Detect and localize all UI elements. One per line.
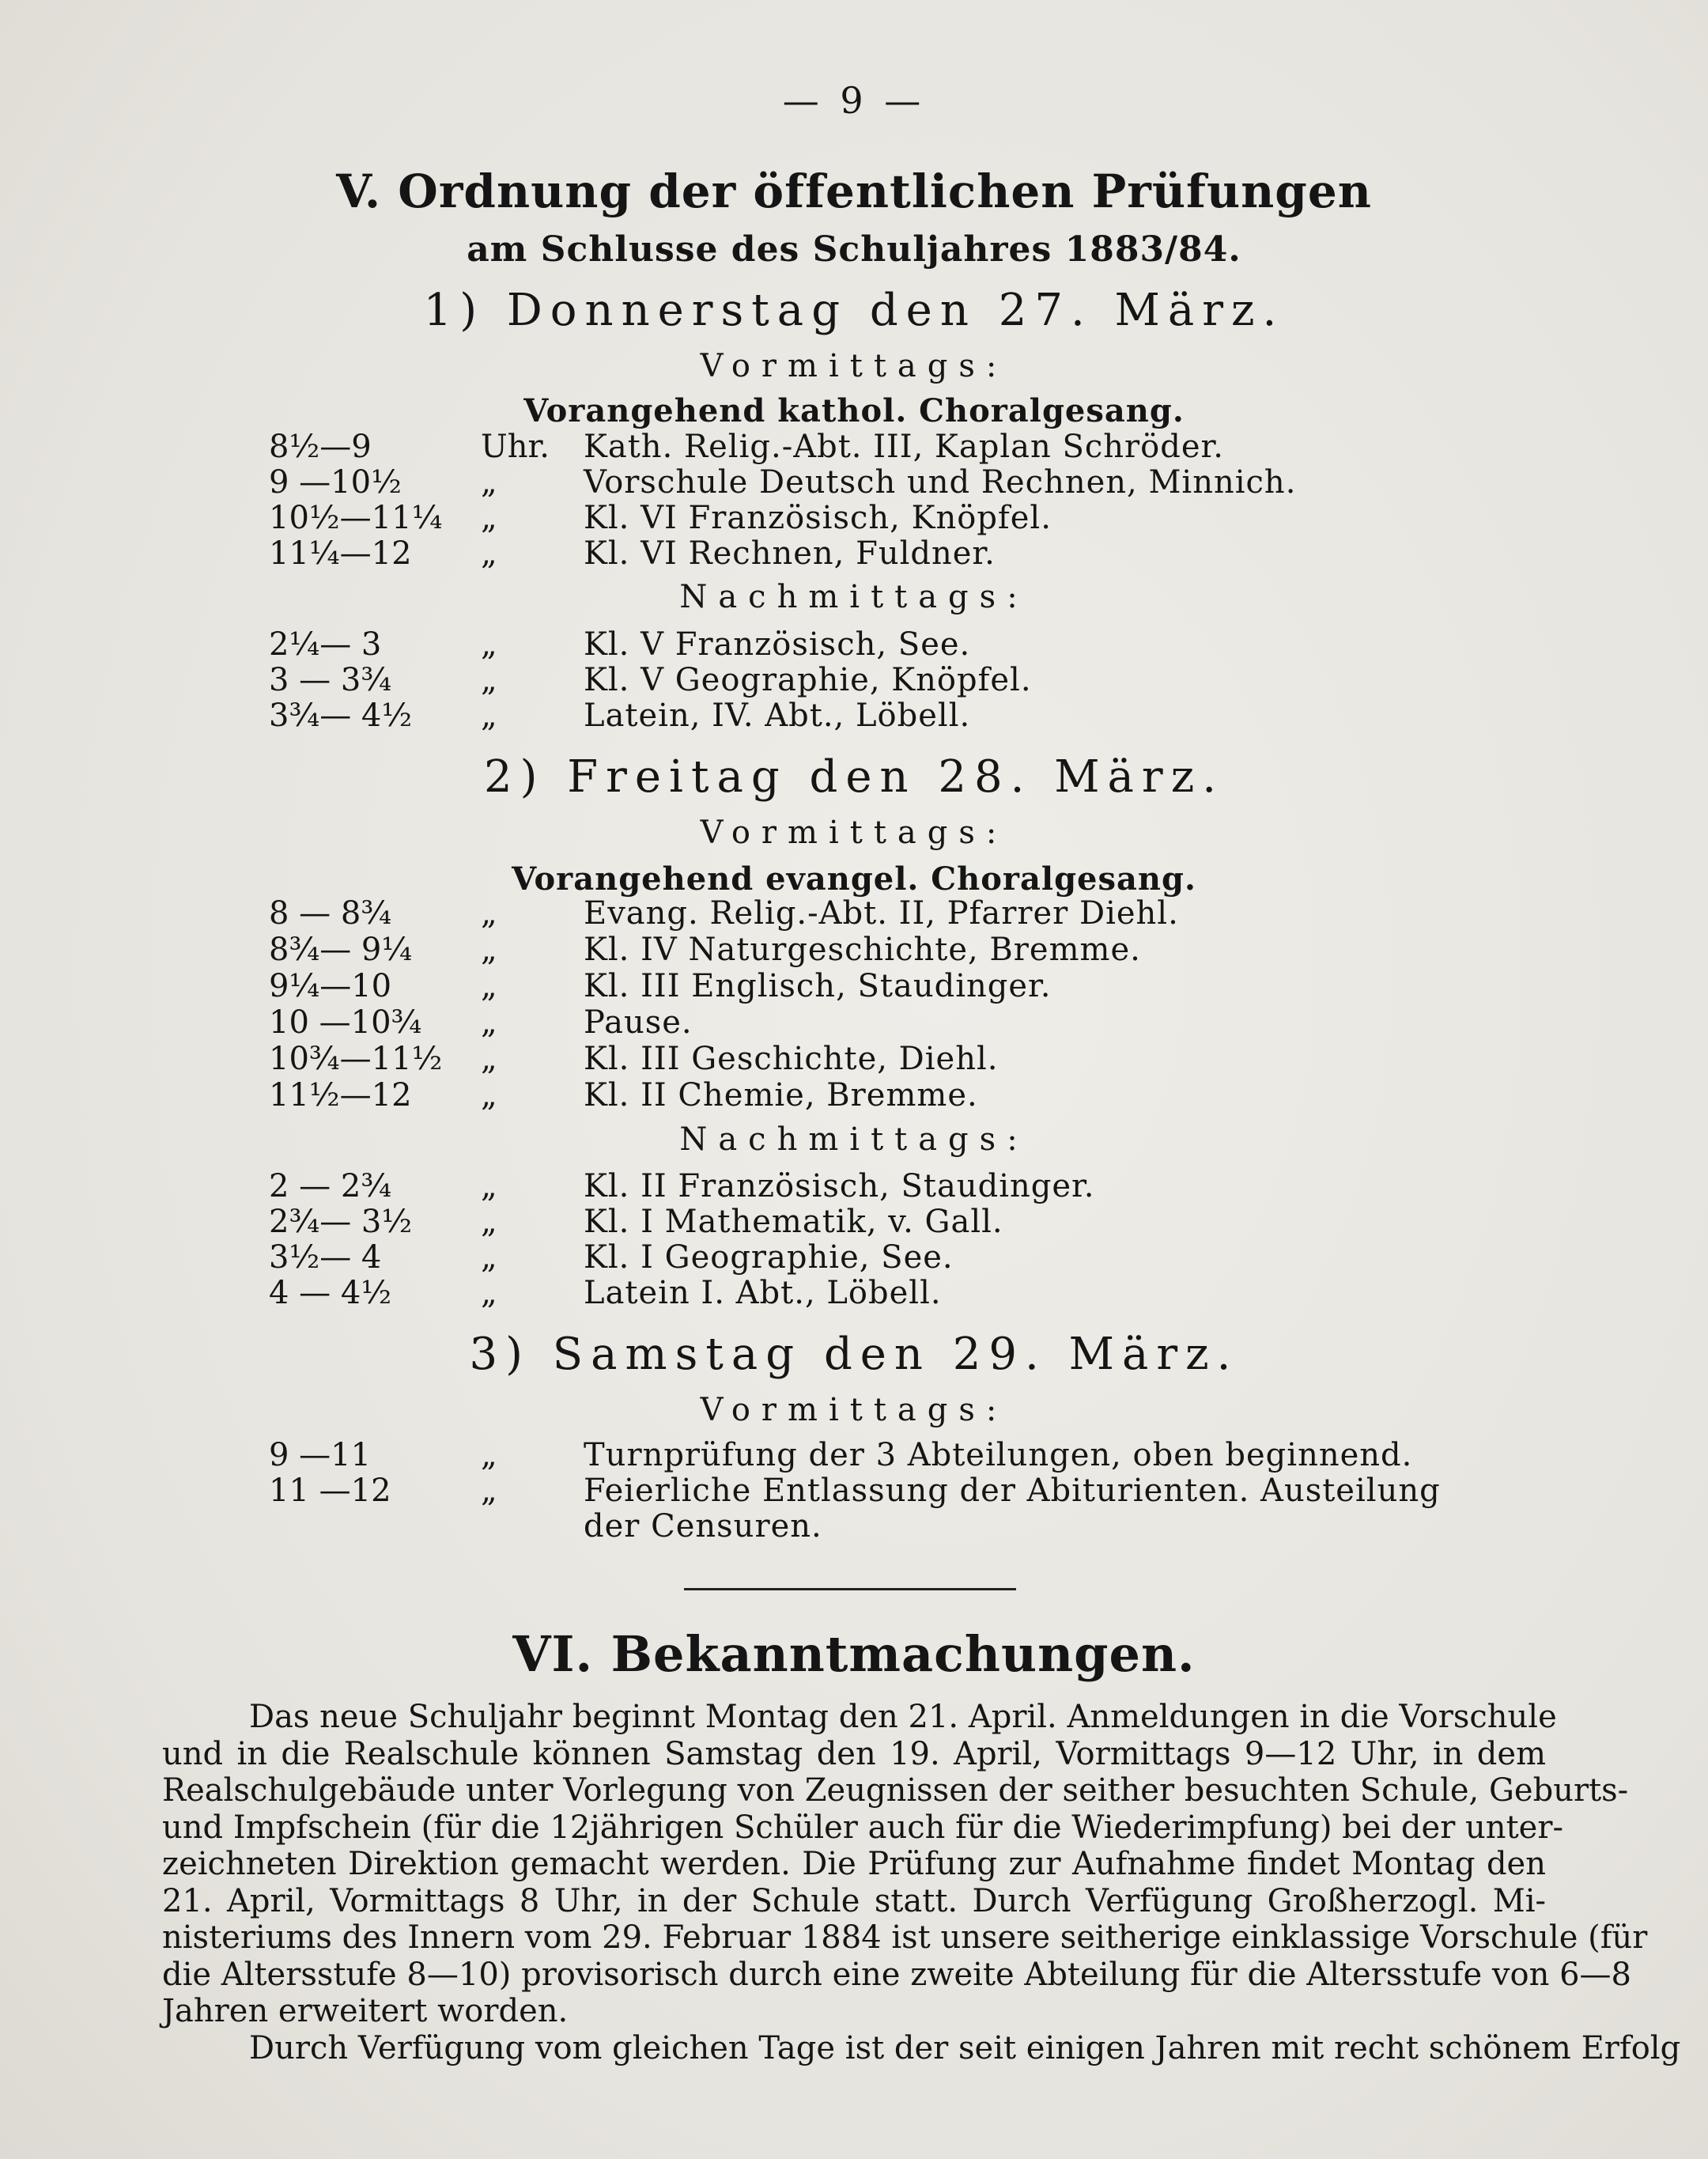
time: 9 —10½ bbox=[269, 464, 402, 501]
exam-description: Kl. III Englisch, Staudinger. bbox=[584, 968, 1052, 1004]
section-divider bbox=[684, 1588, 1016, 1590]
unit: „ bbox=[481, 626, 497, 663]
exam-description: Latein, IV. Abt., Löbell. bbox=[584, 698, 971, 734]
paragraph-line: und in die Realschule können Samstag den 19. April, Vormittags 9—12 Uhr, in dem bbox=[162, 1735, 1546, 1772]
time: 8 — 8¾ bbox=[269, 895, 392, 932]
paragraph-line: Realschulgebäude unter Vorlegung von Zeugnissen der seither besuchten Schule, Geburts- bbox=[162, 1772, 1629, 1809]
day-2-nachmittags: Nachmittags: bbox=[679, 1121, 1029, 1158]
paragraph-line: und Impfschein (für die 12jährigen Schüler auch für die Wiederimpfung) bei der unter- bbox=[162, 1809, 1563, 1846]
day-3-heading: 3) Samstag den 29. März. bbox=[469, 1329, 1239, 1380]
section-5-subtitle: am Schlusse des Schuljahres 1883/84. bbox=[467, 229, 1241, 270]
day-1-nachmittags: Nachmittags: bbox=[679, 579, 1029, 615]
exam-description: Pause. bbox=[584, 1004, 693, 1041]
section-6-title: VI. Bekanntmachungen. bbox=[512, 1625, 1196, 1683]
time: 9 —11 bbox=[269, 1437, 372, 1473]
exam-description: Vorschule Deutsch und Rechnen, Minnich. bbox=[584, 464, 1297, 501]
exam-description: Kl. II Chemie, Bremme. bbox=[584, 1077, 978, 1114]
exam-description: Kl. VI Französisch, Knöpfel. bbox=[584, 500, 1052, 536]
paragraph-line: die Altersstufe 8—10) provisorisch durch eine zweite Abteilung für die Altersstufe von 6—8 bbox=[162, 1956, 1631, 1993]
unit: „ bbox=[481, 500, 497, 536]
exam-description: Evang. Relig.-Abt. II, Pfarrer Diehl. bbox=[584, 895, 1179, 932]
paragraph-line: 21. April, Vormittags 8 Uhr, in der Schule statt. Durch Verfügung Großherzogl. Mi- bbox=[162, 1882, 1546, 1919]
day-1-choral: Vorangehend kathol. Choralgesang. bbox=[523, 392, 1185, 429]
exam-description: Kl. VI Rechnen, Fuldner. bbox=[584, 535, 996, 572]
unit: „ bbox=[481, 1239, 497, 1276]
time: 8¾— 9¼ bbox=[269, 932, 413, 968]
exam-description: Feierliche Entlassung der Abiturienten. Austeilung bbox=[584, 1473, 1441, 1509]
day-2-choral: Vorangehend evangel. Choralgesang. bbox=[512, 860, 1196, 898]
unit: „ bbox=[481, 464, 497, 501]
time: 11 —12 bbox=[269, 1473, 391, 1509]
exam-description-continued: der Censuren. bbox=[584, 1508, 822, 1545]
time: 11¼—12 bbox=[269, 535, 412, 572]
paragraph-line: Durch Verfügung vom gleichen Tage ist der seit einigen Jahren mit recht schönem Erfolg bbox=[249, 2029, 1681, 2066]
announcement-paragraph bbox=[162, 1699, 1681, 2066]
time: 2¼— 3 bbox=[269, 626, 382, 663]
exam-description: Kl. I Mathematik, v. Gall. bbox=[584, 1204, 1003, 1240]
unit: „ bbox=[481, 1204, 497, 1240]
exam-description: Turnprüfung der 3 Abteilungen, oben beginnend. bbox=[584, 1437, 1413, 1473]
paragraph-line: zeichneten Direktion gemacht werden. Die Prüfung zur Aufnahme findet Montag den bbox=[162, 1846, 1546, 1882]
exam-description: Kath. Relig.-Abt. III, Kaplan Schröder. bbox=[584, 429, 1224, 465]
time: 8½—9 bbox=[269, 429, 372, 465]
time: 2 — 2¾ bbox=[269, 1168, 392, 1204]
unit: „ bbox=[481, 895, 497, 932]
unit: „ bbox=[481, 1275, 497, 1311]
unit: „ bbox=[481, 1077, 497, 1114]
time: 9¼—10 bbox=[269, 968, 392, 1004]
unit: „ bbox=[481, 535, 497, 572]
time: 3 — 3¾ bbox=[269, 662, 392, 698]
time: 11½—12 bbox=[269, 1077, 412, 1114]
unit: „ bbox=[481, 1437, 497, 1473]
unit: „ bbox=[481, 1168, 497, 1204]
exam-description: Kl. V Französisch, See. bbox=[584, 626, 971, 663]
time: 3¾— 4½ bbox=[269, 698, 413, 734]
page-number: — 9 — bbox=[782, 79, 926, 122]
exam-description: Kl. III Geschichte, Diehl. bbox=[584, 1041, 999, 1077]
time: 10 —10¾ bbox=[269, 1004, 422, 1041]
exam-description: Kl. II Französisch, Staudinger. bbox=[584, 1168, 1095, 1204]
unit: „ bbox=[481, 932, 497, 968]
day-2-heading: 2) Freitag den 28. März. bbox=[483, 751, 1224, 803]
day-2-vormittags: Vormittags: bbox=[700, 815, 1008, 851]
unit: „ bbox=[481, 662, 497, 698]
unit: „ bbox=[481, 968, 497, 1004]
exam-description: Kl. I Geographie, See. bbox=[584, 1239, 954, 1276]
day-1-heading: 1) Donnerstag den 27. März. bbox=[423, 285, 1285, 336]
day-3-vormittags: Vormittags: bbox=[700, 1392, 1008, 1428]
exam-description: Kl. V Geographie, Knöpfel. bbox=[584, 662, 1032, 698]
paragraph-line: Jahren erweitert worden. bbox=[162, 1993, 569, 2029]
day-1-vormittags: Vormittags: bbox=[700, 348, 1008, 384]
time: 10½—11¼ bbox=[269, 500, 443, 536]
exam-description: Latein I. Abt., Löbell. bbox=[584, 1275, 942, 1311]
unit: Uhr. bbox=[481, 429, 550, 465]
exam-description: Kl. IV Naturgeschichte, Bremme. bbox=[584, 932, 1141, 968]
time: 3½— 4 bbox=[269, 1239, 382, 1276]
unit: „ bbox=[481, 1473, 497, 1509]
unit: „ bbox=[481, 1041, 497, 1077]
paragraph-line: nisteriums des Innern vom 29. Februar 1884 ist unsere seitherige einklassige Vorschule (für bbox=[162, 1919, 1648, 1956]
paragraph-line: Das neue Schuljahr beginnt Montag den 21. April. Anmeldungen in die Vorschule bbox=[249, 1699, 1557, 1735]
unit: „ bbox=[481, 1004, 497, 1041]
time: 2¾— 3½ bbox=[269, 1204, 413, 1240]
time: 4 — 4½ bbox=[269, 1275, 392, 1311]
unit: „ bbox=[481, 698, 497, 734]
time: 10¾—11½ bbox=[269, 1041, 443, 1077]
section-5-title: V. Ordnung der öffentlichen Prüfungen bbox=[336, 164, 1372, 218]
